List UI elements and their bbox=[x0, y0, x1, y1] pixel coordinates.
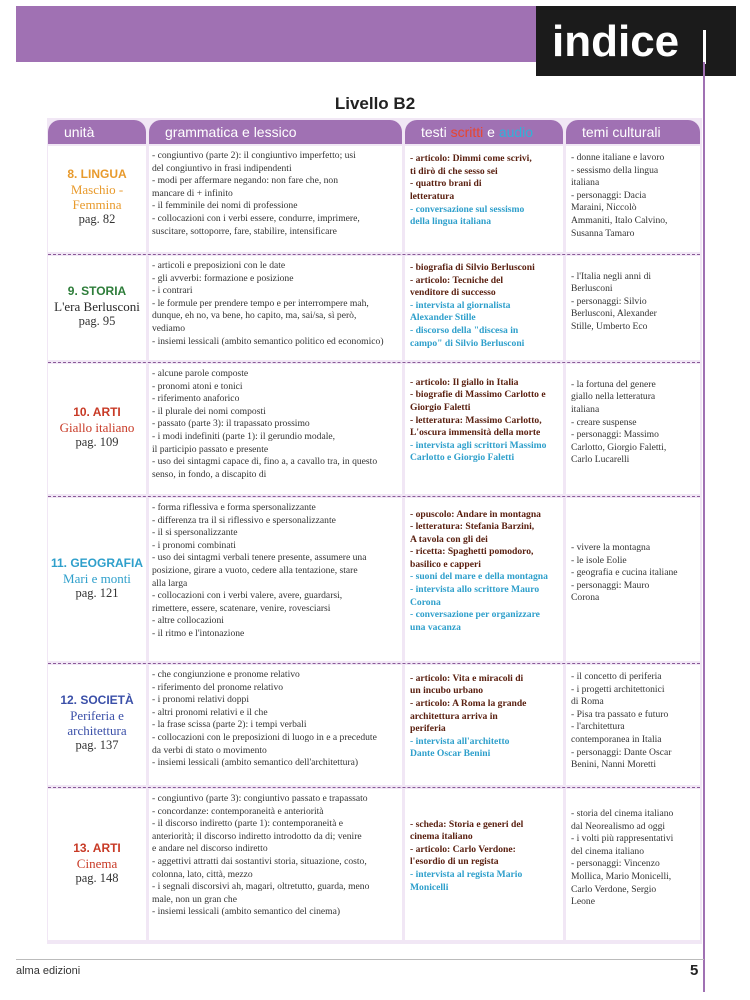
grammar-item: rimettere, essere, scatenare, venire, rovesciarsi bbox=[152, 602, 331, 614]
grammar-item: - gli avverbi: formazione e posizione bbox=[152, 272, 294, 284]
written-text-item: letteratura bbox=[410, 190, 455, 202]
culture-item: - vivere la montagna bbox=[571, 542, 651, 553]
grammar-item: - modi per affermare negando: non fare che, non bbox=[152, 175, 339, 187]
row-separator bbox=[48, 362, 700, 363]
written-text-item: Giorgio Faletti bbox=[410, 402, 471, 414]
grammar-item: - congiuntivo (parte 2): il congiuntivo imperfetto; usi bbox=[152, 150, 356, 161]
culture-list bbox=[571, 542, 699, 605]
culture-item: dal Neorealismo ad oggi bbox=[571, 820, 666, 832]
row-separator bbox=[48, 663, 700, 664]
written-text-item: basilico e capperi bbox=[410, 558, 481, 570]
written-text-item: - scheda: Storia e generi del bbox=[410, 818, 524, 830]
audio-text-item: Corona bbox=[410, 596, 441, 608]
culture-list bbox=[571, 808, 699, 909]
written-text-item: - letteratura: Massimo Carlotto, bbox=[410, 414, 542, 426]
written-text-item: - articolo: Tecniche del bbox=[410, 274, 503, 286]
culture-item: giallo nella letteratura bbox=[571, 391, 656, 403]
grammar-item: - pronomi atoni e tonici bbox=[152, 380, 243, 392]
row-separator bbox=[48, 787, 700, 788]
culture-item: - le isole Eolie bbox=[571, 554, 627, 566]
audio-text-item: Dante Oscar Benini bbox=[410, 748, 491, 760]
written-text-item: l'esordio di un regista bbox=[410, 856, 499, 868]
grammar-item: - altre collocazioni bbox=[152, 615, 224, 627]
grammar-item: del congiuntivo in frasi indipendenti bbox=[152, 162, 292, 174]
culture-item: - personaggi: Mauro bbox=[571, 579, 650, 591]
culture-item: Carlotto, Giorgio Faletti, bbox=[571, 441, 667, 453]
unit-number: 9. STORIA bbox=[67, 284, 127, 298]
unit-title: Maschio - bbox=[70, 182, 124, 197]
grammar-item: - la frase scissa (parte 2): i tempi verbali bbox=[152, 719, 307, 731]
unit-number: 10. ARTI bbox=[73, 405, 121, 419]
written-text-item: cinema italiano bbox=[410, 831, 473, 843]
unit-cell[interactable] bbox=[48, 167, 146, 227]
grammar-item: - il plurale dei nomi composti bbox=[152, 405, 266, 417]
col-header-texts bbox=[405, 120, 563, 144]
unit-number: 12. SOCIETÀ bbox=[60, 693, 134, 707]
culture-item: - creare suspense bbox=[571, 416, 637, 428]
grammar-item: senso, in fondo, a discapito di bbox=[152, 468, 267, 480]
grammar-item: - aggettivi attratti dai sostantivi storia, situazione, costo, bbox=[152, 855, 367, 867]
grammar-list bbox=[152, 669, 400, 770]
culture-item: - geografia e cucina italiane bbox=[571, 567, 678, 579]
grammar-item: - uso dei sintagmi verbali tenere presente, assumere una bbox=[152, 552, 367, 564]
unit-title: Giallo italiano bbox=[59, 420, 135, 435]
written-text-item: architettura arriva in bbox=[410, 710, 498, 722]
grammar-item: alla larga bbox=[152, 577, 188, 589]
audio-text-item: Alexander Stille bbox=[410, 312, 476, 324]
index-divider bbox=[703, 30, 706, 64]
culture-item: - i progetti architettonici bbox=[571, 683, 665, 695]
grammar-item: - collocazioni con i verbi essere, condurre, imprimere, bbox=[152, 212, 360, 224]
culture-item: Carlo Verdone, Sergio bbox=[571, 883, 657, 895]
grammar-item: posizione, girare a vuoto, cedere alla tentazione, stare bbox=[152, 564, 358, 576]
grammar-item: - i pronomi relativi doppi bbox=[152, 694, 249, 706]
grammar-item: - il femminile dei nomi di professione bbox=[152, 200, 298, 212]
culture-list bbox=[571, 671, 699, 772]
written-text-item: - quattro brani di bbox=[410, 178, 482, 190]
audio-text-item: - intervista all'architetto bbox=[410, 735, 510, 747]
grammar-item: vediamo bbox=[152, 322, 186, 334]
grammar-item: - insiemi lessicali (ambito semantico del cinema) bbox=[152, 906, 341, 918]
texts-list bbox=[410, 819, 562, 895]
audio-text-item: della lingua italiana bbox=[410, 216, 492, 228]
written-text-item: - articolo: Dimmi come scrivi, bbox=[410, 153, 532, 165]
grammar-item: - collocazioni con i verbi valere, avere, guardarsi, bbox=[152, 590, 343, 602]
grammar-item: - che congiunzione e pronome relativo bbox=[152, 669, 300, 680]
culture-item: - la fortuna del genere bbox=[571, 378, 656, 390]
audio-text-item: Carlotto e Giorgio Faletti bbox=[410, 452, 515, 464]
culture-item: Susanna Tamaro bbox=[571, 227, 635, 239]
culture-item: - personaggi: Dacia bbox=[571, 189, 647, 201]
col-header-unit: unità bbox=[48, 120, 146, 144]
grammar-item: dunque, eh no, va bene, ho capito, ma, sai/sa, sì però, bbox=[152, 310, 357, 322]
written-text-item: - letteratura: Stefania Barzini, bbox=[410, 521, 535, 533]
unit-page: pag. 148 bbox=[75, 870, 119, 885]
audio-text-item: - intervista agli scrittori Massimo bbox=[410, 439, 547, 451]
texts-written: scritti bbox=[450, 124, 484, 140]
grammar-item: suscitare, sottoporre, fare, stabilire, intensificare bbox=[152, 225, 337, 237]
audio-text-item: - discorso della "discesa in bbox=[410, 324, 519, 336]
audio-text-item: - conversazione sul sessismo bbox=[410, 203, 525, 215]
written-text-item: un incubo urbano bbox=[410, 685, 484, 697]
culture-item: - i volti più rappresentativi bbox=[571, 833, 674, 845]
culture-item: Corona bbox=[571, 592, 600, 604]
culture-item: - l'architettura bbox=[571, 721, 625, 733]
grammar-item: anteriorità; il discorso indiretto introdotto da di; venire bbox=[152, 830, 362, 842]
grammar-item: - passato (parte 3): il trapassato prossimo bbox=[152, 418, 310, 430]
grammar-item: - le formule per prendere tempo e per interrompere mah, bbox=[152, 297, 369, 309]
written-text-item: venditore di successo bbox=[410, 287, 496, 299]
culture-item: - donne italiane e lavoro bbox=[571, 152, 665, 163]
written-text-item: - articolo: Vita e miracoli di bbox=[410, 672, 524, 684]
grammar-item: da verbi di stato o movimento bbox=[152, 744, 267, 756]
grammar-item: - i pronomi combinati bbox=[152, 539, 236, 551]
unit-title: Femmina bbox=[72, 197, 122, 212]
unit-page: pag. 95 bbox=[78, 314, 116, 328]
grammar-item: - il ritmo e l'intonazione bbox=[152, 627, 245, 639]
texts-and: e bbox=[487, 124, 495, 140]
culture-list bbox=[571, 152, 699, 240]
grammar-item: male, non un gran che bbox=[152, 893, 237, 905]
unit-page: pag. 137 bbox=[75, 738, 119, 752]
grammar-item: - insiemi lessicali (ambito semantico politico ed economico) bbox=[152, 335, 384, 347]
culture-item: Berlusconi bbox=[571, 283, 613, 295]
unit-cell[interactable] bbox=[48, 693, 146, 753]
written-text-item: - biografia di Silvio Berlusconi bbox=[410, 262, 535, 273]
culture-item: - il concetto di periferia bbox=[571, 671, 662, 682]
grammar-item: - alcune parole composte bbox=[152, 368, 249, 379]
audio-text-item: - intervista al regista Mario bbox=[410, 869, 523, 881]
culture-item: - Pisa tra passato e futuro bbox=[571, 708, 669, 720]
right-rule bbox=[703, 62, 705, 992]
audio-text-item: - conversazione per organizzare bbox=[410, 609, 540, 621]
unit-cell[interactable] bbox=[48, 841, 146, 886]
written-text-item: L'oscura immensità della morte bbox=[410, 427, 541, 439]
written-text-item: - articolo: A Roma la grande bbox=[410, 698, 527, 710]
grammar-list bbox=[152, 502, 400, 641]
written-text-item: - opuscolo: Andare in montagna bbox=[410, 508, 541, 520]
audio-text-item: una vacanza bbox=[410, 621, 461, 633]
culture-item: - personaggi: Massimo bbox=[571, 429, 659, 441]
grammar-item: - il discorso indiretto (parte 1): contemporaneità e bbox=[152, 818, 344, 830]
grammar-item: - congiuntivo (parte 3): congiuntivo passato e trapassato bbox=[152, 793, 368, 804]
culture-item: - sessismo della lingua bbox=[571, 164, 659, 176]
written-text-item: - articolo: Il giallo in Italia bbox=[410, 376, 519, 388]
row-separator bbox=[48, 496, 700, 497]
culture-item: Berlusconi, Alexander bbox=[571, 308, 657, 320]
grammar-item: - i segnali discorsivi ah, magari, oltretutto, guarda, meno bbox=[152, 881, 370, 893]
grammar-item: - differenza tra il si riflessivo e spersonalizzante bbox=[152, 514, 336, 526]
audio-text-item: - intervista al giornalista bbox=[410, 299, 511, 311]
unit-number: 8. LINGUA bbox=[67, 167, 127, 181]
grammar-item: - altri pronomi relativi e il che bbox=[152, 706, 268, 718]
texts-list bbox=[410, 509, 562, 635]
texts-list bbox=[410, 153, 562, 229]
grammar-item: mancare di + infinito bbox=[152, 187, 233, 199]
culture-item: - l'Italia negli anni di bbox=[571, 270, 652, 282]
culture-item: Ammaniti, Italo Calvino, bbox=[571, 214, 668, 226]
texts-audio: audio bbox=[498, 124, 534, 140]
grammar-item: - i contrari bbox=[152, 285, 193, 297]
culture-item: Stille, Umberto Eco bbox=[571, 320, 648, 332]
grammar-item: colonna, lato, città, mezzo bbox=[152, 868, 253, 880]
unit-title: architettura bbox=[67, 723, 127, 738]
audio-text-item: - intervista allo scrittore Mauro bbox=[410, 584, 540, 596]
row-separator bbox=[48, 254, 700, 255]
col-header-grammar: grammatica e lessico bbox=[149, 120, 402, 144]
level-heading: Livello B2 bbox=[334, 94, 416, 113]
culture-item: Leone bbox=[571, 896, 595, 908]
unit-page: pag. 82 bbox=[78, 212, 116, 226]
grammar-item: - uso dei sintagmi capace di, fino a, a cavallo tra, in questo bbox=[152, 456, 378, 468]
unit-title: Periferia e bbox=[70, 708, 124, 723]
grammar-item: - il si spersonalizzante bbox=[152, 527, 238, 539]
texts-list bbox=[410, 377, 562, 465]
grammar-item: - riferimento del pronome relativo bbox=[152, 681, 284, 693]
audio-text-item: - suoni del mare e della montagna bbox=[410, 571, 548, 583]
culture-list bbox=[571, 271, 699, 334]
grammar-list bbox=[152, 260, 400, 348]
grammar-item: - articoli e preposizioni con le date bbox=[152, 260, 286, 271]
index-title: indice bbox=[552, 17, 680, 66]
texts-list bbox=[410, 673, 562, 761]
culture-list bbox=[571, 379, 699, 467]
written-text-item: - ricetta: Spaghetti pomodoro, bbox=[410, 546, 534, 558]
texts-prefix: testi bbox=[421, 124, 447, 140]
footer-rule bbox=[16, 959, 704, 960]
unit-number: 11. GEOGRAFIA bbox=[50, 555, 144, 570]
culture-item: del cinema italiano bbox=[571, 845, 644, 857]
culture-item: - storia del cinema italiano bbox=[571, 808, 674, 820]
unit-title: L'era Berlusconi bbox=[54, 299, 140, 314]
culture-item: - personaggi: Dante Oscar bbox=[571, 746, 672, 758]
culture-item: - personaggi: Vincenzo bbox=[571, 858, 660, 870]
written-text-item: periferia bbox=[410, 723, 446, 735]
unit-title: Mari e monti bbox=[63, 570, 131, 586]
grammar-item: - forma riflessiva e forma spersonalizzante bbox=[152, 502, 316, 513]
culture-item: Maraini, Niccolò bbox=[571, 202, 637, 214]
unit-page: pag. 109 bbox=[75, 435, 119, 449]
culture-item: italiana bbox=[571, 177, 600, 189]
grammar-list bbox=[152, 368, 400, 481]
written-text-item: - articolo: Carlo Verdone: bbox=[410, 843, 516, 855]
culture-item: contemporanea in Italia bbox=[571, 733, 662, 745]
audio-text-item: Monicelli bbox=[410, 881, 449, 893]
culture-item: Mollica, Mario Monicelli, bbox=[571, 871, 672, 883]
grammar-item: e andare nel discorso indiretto bbox=[152, 843, 268, 855]
unit-cell[interactable] bbox=[48, 405, 146, 450]
grammar-list bbox=[152, 793, 400, 919]
publisher: alma edizioni bbox=[16, 965, 81, 977]
grammar-item: - insiemi lessicali (ambito semantico dell'architettura) bbox=[152, 757, 359, 769]
grammar-item: - collocazioni con le preposizioni di luogo in e a precedute bbox=[152, 731, 377, 743]
culture-item: - personaggi: Silvio bbox=[571, 295, 647, 307]
written-text-item: A tavola con gli dei bbox=[410, 533, 488, 545]
texts-list bbox=[410, 262, 562, 350]
grammar-item: il participio passato e presente bbox=[152, 443, 269, 455]
culture-item: di Roma bbox=[571, 696, 604, 708]
col-header-culture: temi culturali bbox=[566, 120, 700, 144]
unit-cell[interactable] bbox=[48, 284, 146, 329]
grammar-item: - riferimento anaforico bbox=[152, 393, 240, 405]
culture-item: italiana bbox=[571, 404, 600, 416]
audio-text-item: campo" di Silvio Berlusconi bbox=[410, 337, 525, 349]
top-band bbox=[16, 6, 536, 62]
page-number: 5 bbox=[690, 962, 699, 979]
culture-item: Carlo Lucarelli bbox=[571, 454, 630, 466]
unit-cell[interactable] bbox=[48, 556, 146, 601]
grammar-item: - concordanze: contemporaneità e anteriorità bbox=[152, 805, 324, 817]
unit-page: pag. 121 bbox=[75, 585, 119, 600]
unit-number: 13. ARTI bbox=[73, 840, 121, 855]
culture-item: Benini, Nanni Moretti bbox=[571, 759, 656, 771]
grammar-item: - i modi indefiniti (parte 1): il gerundio modale, bbox=[152, 430, 336, 442]
unit-title: Cinema bbox=[76, 855, 118, 871]
written-text-item: - biografie di Massimo Carlotto e bbox=[410, 389, 546, 401]
grammar-list bbox=[152, 150, 400, 238]
written-text-item: ti dirò di che sesso sei bbox=[410, 165, 498, 177]
